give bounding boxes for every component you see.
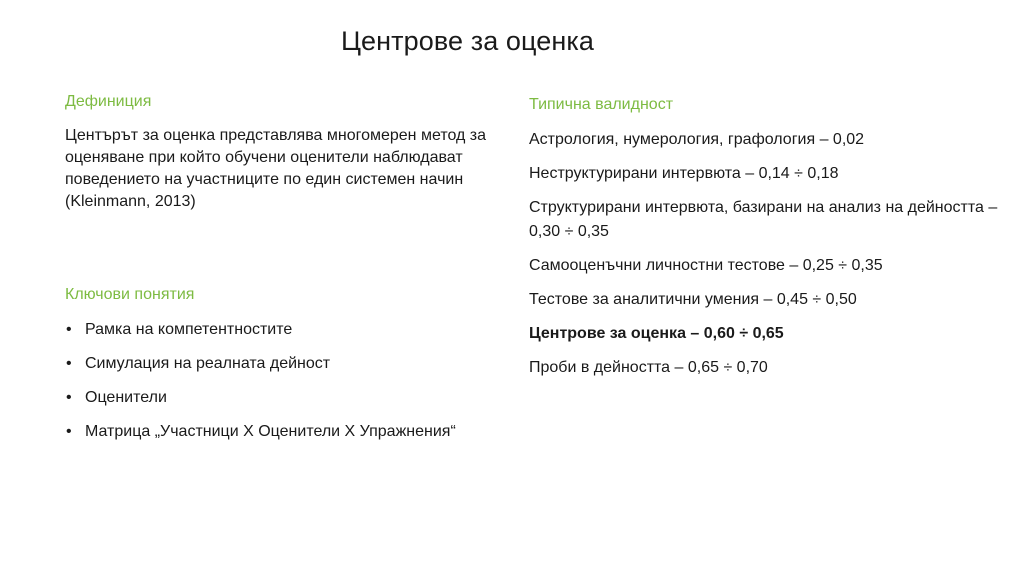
list-item [65,319,495,341]
validity-item: Астрология, нумерология, графология – 0,02 [529,131,865,148]
validity-list [529,128,999,390]
validity-item: Тестове за аналитични умения – 0,45 ÷ 0,50 [529,291,857,308]
validity-item: Проби в дейността – 0,65 ÷ 0,70 [529,359,768,376]
slide-title: Центрове за оценка [340,26,595,56]
concept-text: Матрица „Участници Х Оценители Х Упражнения“ [85,423,456,440]
validity-item: Самооценъчни личностни тестове – 0,25 ÷ 0,35 [529,257,883,274]
concepts-list [65,319,495,455]
concept-text: Оценители [85,389,167,406]
bullet-icon: • [66,321,72,338]
list-item [65,421,495,443]
bullet-icon: • [66,355,72,372]
bullet-icon: • [66,389,72,406]
concept-text: Рамка на компетентностите [85,321,293,338]
definition-heading: Дефиниция [65,93,152,110]
validity-item: Неструктурирани интервюта – 0,14 ÷ 0,18 [529,165,839,182]
validity-item: Центрове за оценка – 0,60 ÷ 0,65 [529,325,784,342]
definition-text: Центърът за оценка представлява многомерен метод за оценяване при който обучени оценители наблюдават поведението на участниците по един системен начин (Kleinmann, 2013) [65,127,487,210]
bullet-icon: • [66,423,72,440]
concepts-heading: Ключови понятия [65,286,195,303]
list-item [65,353,495,375]
list-item [65,387,495,409]
concept-text: Симулация на реалната дейност [85,355,331,372]
validity-heading: Типична валидност [529,96,674,113]
validity-item: Структурирани интервюта, базирани на анализ на дейността – 0,30 ÷ 0,35 [529,199,998,240]
